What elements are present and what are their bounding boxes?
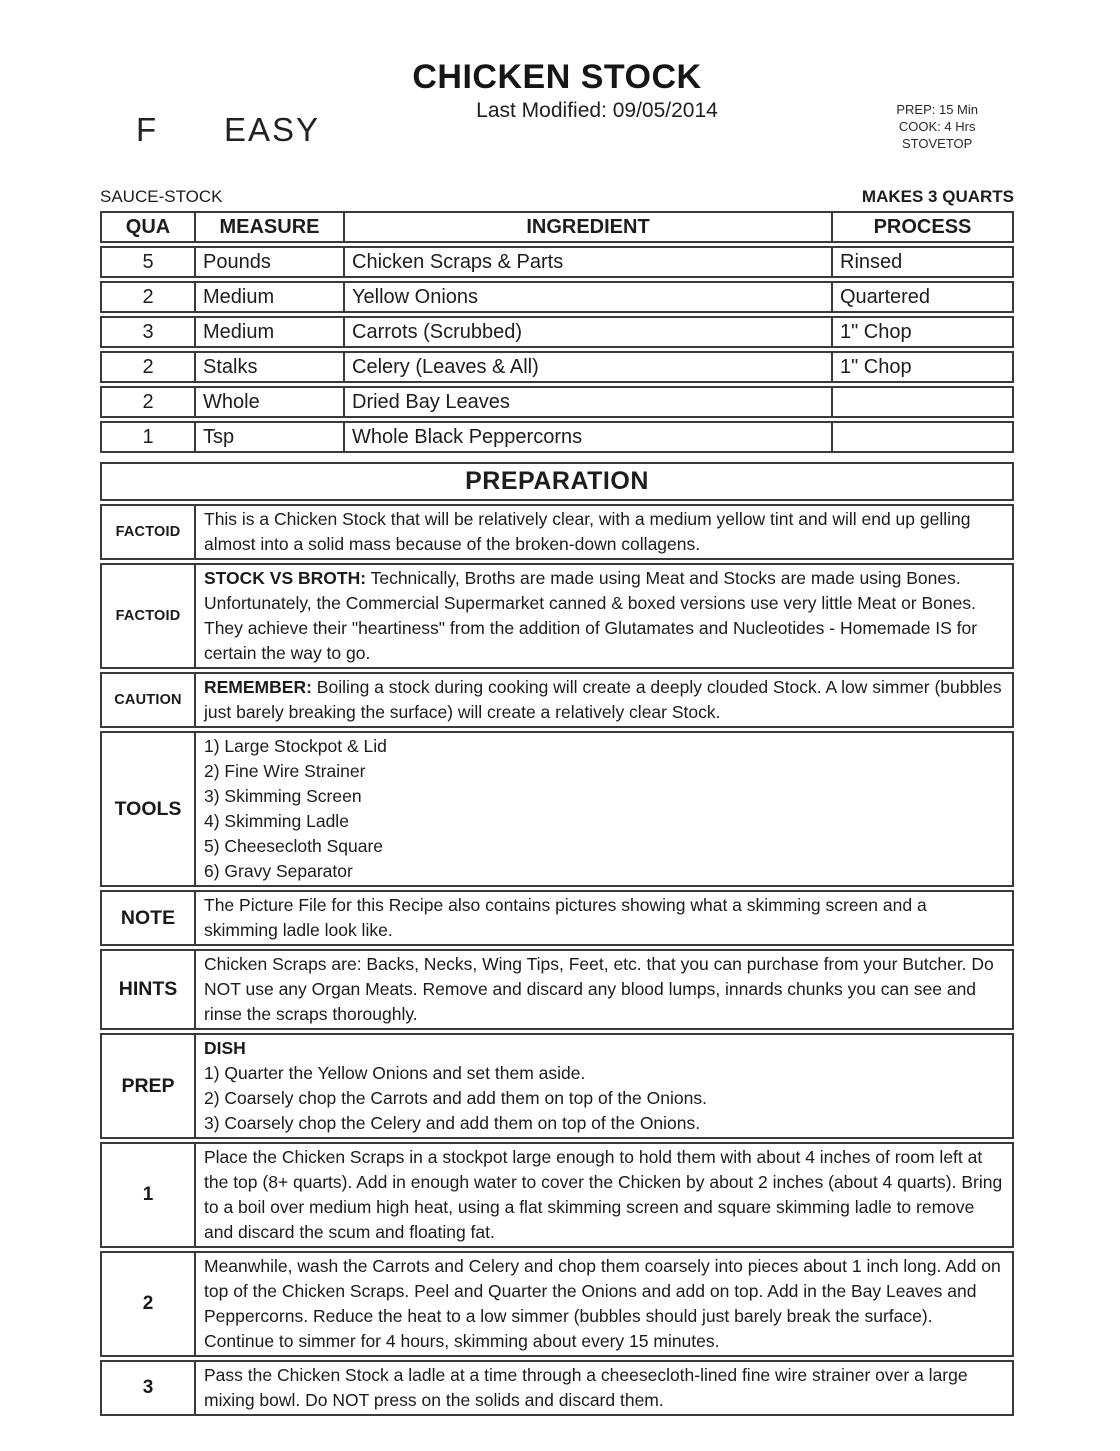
col-header-qua: QUA — [125, 216, 171, 238]
row-text — [196, 892, 1012, 944]
cook-method: STOVETOP — [902, 136, 973, 151]
ingredient-cell: Chicken Scraps & Parts — [343, 248, 831, 276]
row-text-body: Pass the Chicken Stock a ladle at a time through a cheesecloth-lined fine wire strainer over a large mixing bowl. Do NOT press on the solids and discard them. — [204, 1365, 968, 1410]
grade-letter: F — [136, 111, 157, 148]
ingredients-table — [100, 211, 1014, 453]
col-header-process: PROCESS — [831, 213, 1012, 241]
row-text-lead: STOCK VS BROTH: — [204, 568, 367, 588]
row-label: NOTE — [102, 892, 196, 944]
prep-row-step-2 — [100, 1251, 1014, 1357]
step-text — [196, 1144, 1012, 1246]
prep-row-note — [100, 890, 1014, 946]
step-text — [196, 1253, 1012, 1355]
qua-cell: 2 — [142, 391, 154, 413]
measure-cell: Medium — [194, 318, 343, 346]
prep-line: 3) Coarsely chop the Celery and add them on top of the Onions. — [204, 1113, 701, 1133]
col-header-ingredient: INGREDIENT — [343, 213, 831, 241]
tool-line: 5) Cheesecloth Square — [204, 836, 383, 856]
measure-cell: Pounds — [194, 248, 343, 276]
step-number: 2 — [102, 1253, 196, 1355]
row-text — [196, 951, 1012, 1028]
row-text — [196, 674, 1012, 726]
ingredient-row — [100, 351, 1014, 383]
tool-line: 3) Skimming Screen — [204, 786, 362, 806]
prep-row-prep — [100, 1033, 1014, 1139]
time-method-block — [896, 101, 978, 152]
row-label: FACTOID — [102, 506, 196, 558]
qua-cell: 1 — [142, 426, 154, 448]
row-text-body: This is a Chicken Stock that will be relatively clear, with a medium yellow tint and will end up gelling almost into a solid mass because of the broken-down collagens. — [204, 509, 971, 554]
process-cell: Rinsed — [831, 248, 1012, 276]
row-label: CAUTION — [102, 674, 196, 726]
row-text-body: Technically, Broths are made using Meat and Stocks are made using Bones. Unfortunately, the Commercial Supermarket canned & boxed versions use very little Meat or Bones. They achieve their "heartiness" from the addition of Glutamates and Nucleotides - Homemade IS for certain the way to go. — [204, 568, 978, 663]
measure-cell: Medium — [194, 283, 343, 311]
ingredient-cell: Yellow Onions — [343, 283, 831, 311]
last-modified-text: Last Modified: 09/05/2014 — [476, 99, 718, 122]
row-text-body: The Picture File for this Recipe also contains pictures showing what a skimming screen and a skimming ladle look like. — [204, 895, 927, 940]
process-cell — [831, 423, 1012, 451]
preparation-title: PREPARATION — [100, 462, 1014, 501]
row-label: TOOLS — [102, 733, 196, 885]
measure-cell: Tsp — [194, 423, 343, 451]
prep-row-step-1 — [100, 1142, 1014, 1248]
prep-line: 1) Quarter the Yellow Onions and set them aside. — [204, 1063, 586, 1083]
difficulty-label: EASY — [224, 111, 321, 148]
ingredient-cell: Dried Bay Leaves — [343, 388, 831, 416]
process-cell: 1" Chop — [831, 353, 1012, 381]
row-text — [196, 733, 1012, 885]
ingredient-row — [100, 386, 1014, 418]
row-text-body: Boiling a stock during cooking will create a deeply clouded Stock. A low simmer (bubbles just barely breaking the surface) will create a relatively clear Stock. — [204, 677, 1002, 722]
tool-line: 4) Skimming Ladle — [204, 811, 349, 831]
prep-line: 2) Coarsely chop the Carrots and add them on top of the Onions. — [204, 1088, 707, 1108]
header-middle-band — [100, 99, 1014, 169]
step-text — [196, 1362, 1012, 1414]
tool-line: 6) Gravy Separator — [204, 861, 353, 881]
ingredient-row — [100, 281, 1014, 313]
ingredient-cell: Carrots (Scrubbed) — [343, 318, 831, 346]
prep-row-tools — [100, 731, 1014, 887]
yield-label: MAKES 3 QUARTS — [861, 187, 1014, 206]
prep-row-step-3 — [100, 1360, 1014, 1416]
ingredient-cell: Celery (Leaves & All) — [343, 353, 831, 381]
ingredient-cell: Whole Black Peppercorns — [343, 423, 831, 451]
qua-cell: 5 — [142, 251, 154, 273]
prep-time: PREP: 15 Min — [896, 102, 978, 117]
row-text — [196, 565, 1012, 667]
process-cell — [831, 388, 1012, 416]
tool-line: 2) Fine Wire Strainer — [204, 761, 366, 781]
row-text — [196, 506, 1012, 558]
row-text-lead: REMEMBER: — [204, 677, 312, 697]
row-text-body: Meanwhile, wash the Carrots and Celery and chop them coarsely into pieces about 1 inch long. Add on top of the Chicken Scraps. Peel and Quarter the Onions and add on top. Add in the Bay Leaves and Peppercorns. Reduce the heat to a low simmer (bubbles should just barely break the surface). Continue to simmer for 4 hours, skimming about every 15 minutes. — [204, 1256, 1001, 1351]
prep-row-factoid-2 — [100, 563, 1014, 669]
row-text-lead: DISH — [204, 1038, 246, 1058]
row-text — [196, 1035, 1012, 1137]
step-number: 1 — [102, 1144, 196, 1246]
category-label: SAUCE-STOCK — [100, 187, 223, 206]
qua-cell: 2 — [142, 286, 154, 308]
measure-cell: Whole — [194, 388, 343, 416]
tool-line: 1) Large Stockpot & Lid — [204, 736, 387, 756]
ingredient-row — [100, 246, 1014, 278]
ingredient-row — [100, 421, 1014, 453]
ingredients-header-row — [100, 211, 1014, 243]
header-row3 — [100, 187, 1014, 207]
page-title: CHICKEN STOCK — [412, 58, 702, 96]
process-cell: 1" Chop — [831, 318, 1012, 346]
preparation-table — [100, 462, 1014, 1416]
prep-row-caution — [100, 672, 1014, 728]
row-text-body: Chicken Scraps are: Backs, Necks, Wing Tips, Feet, etc. that you can purchase from your Butcher. Do NOT use any Organ Meats. Remove and discard any blood lumps, innards chunks you can see and rinse the scraps thoroughly. — [204, 954, 994, 1024]
row-label: FACTOID — [102, 565, 196, 667]
process-cell: Quartered — [831, 283, 1012, 311]
col-header-measure: MEASURE — [194, 213, 343, 241]
cook-time: COOK: 4 Hrs — [898, 119, 976, 134]
row-label: PREP — [102, 1035, 196, 1137]
ingredient-row — [100, 316, 1014, 348]
prep-row-factoid-1 — [100, 504, 1014, 560]
qua-cell: 2 — [142, 356, 154, 378]
measure-cell: Stalks — [194, 353, 343, 381]
row-text-body: Place the Chicken Scraps in a stockpot large enough to hold them with about 4 inches of room left at the top (8+ quarts). Add in enough water to cover the Chicken by about 2 inches (about 4 quarts). Bring to a boil over medium high heat, using a flat skimming screen and square skimming ladle to remove and discard the scum and floating fat. — [204, 1147, 1003, 1242]
recipe-content — [100, 0, 1014, 1416]
row-label: HINTS — [102, 951, 196, 1028]
qua-cell: 3 — [142, 321, 154, 343]
step-number: 3 — [102, 1362, 196, 1414]
prep-row-hints — [100, 949, 1014, 1030]
